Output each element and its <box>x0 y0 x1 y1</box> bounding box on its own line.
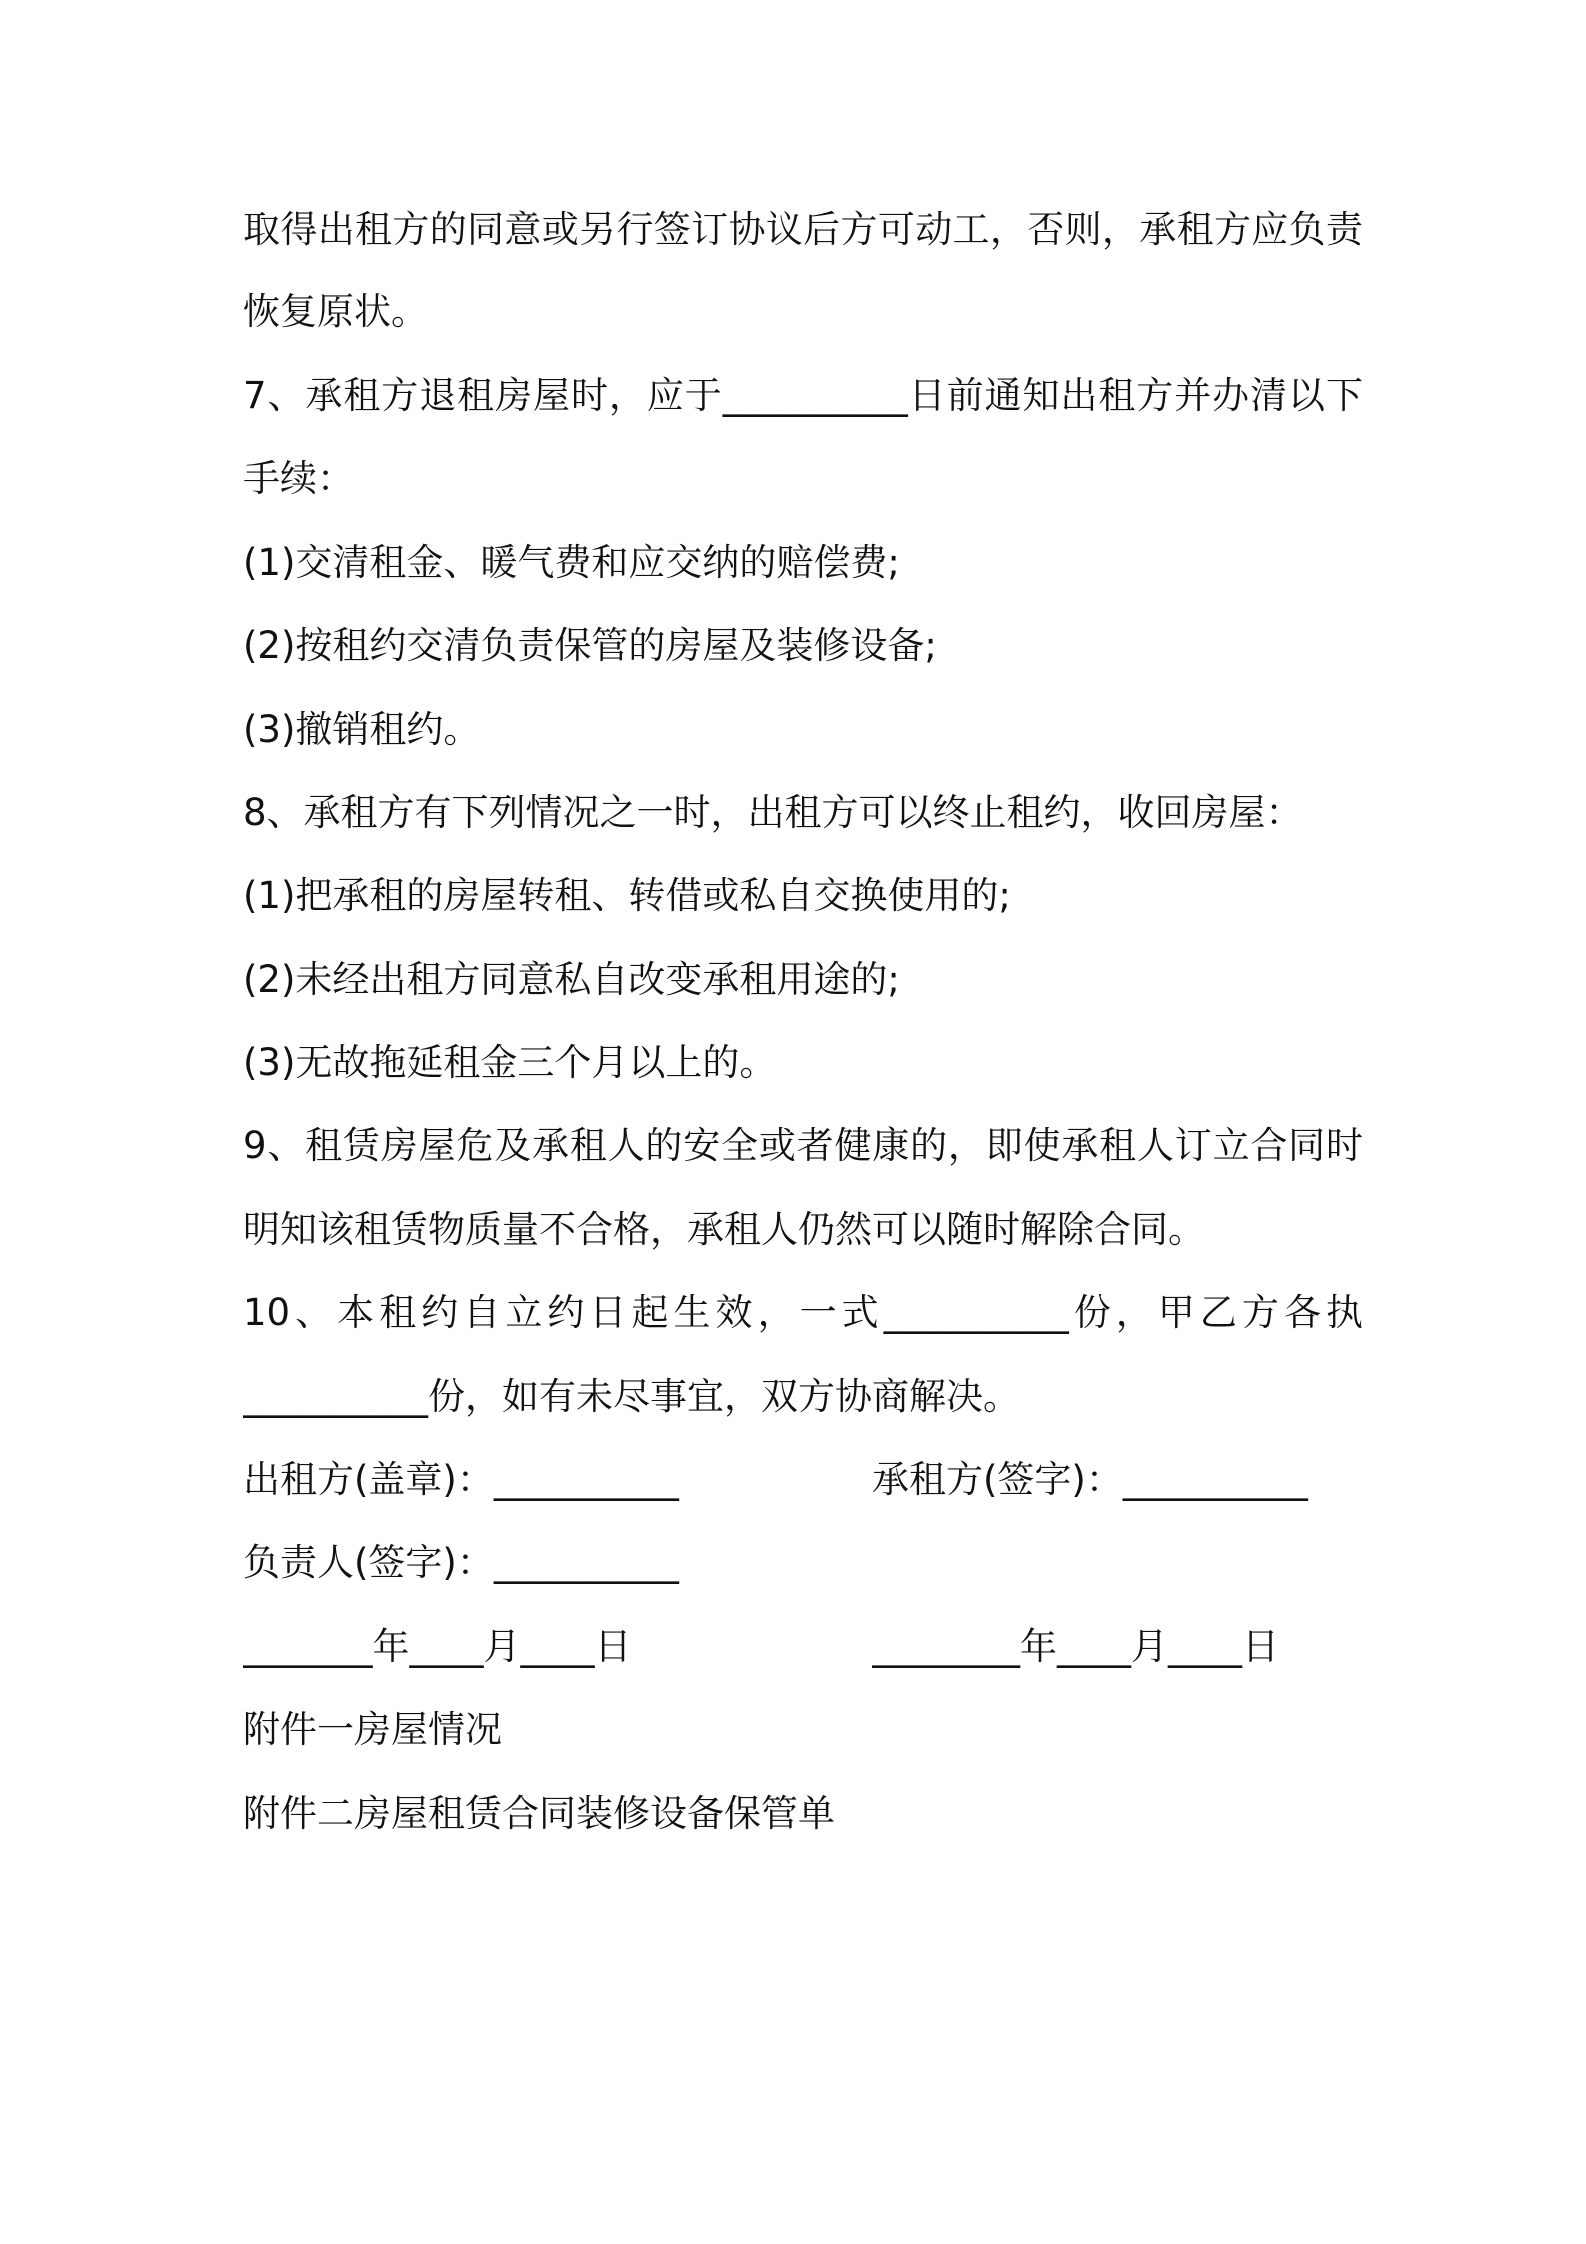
date-left: _______年____月____日 <box>243 1625 632 1668</box>
attachment-2: 附件二房屋租赁合同装修设备保管单 <box>243 1792 835 1835</box>
lessee-signature: 承租方(签字)：__________ <box>872 1458 1308 1501</box>
clause-9-line: 9、租赁房屋危及承租人的安全或者健康的，即使承租人订立合同时 <box>243 1124 1363 1167</box>
attachment-1: 附件一房屋情况 <box>243 1708 502 1751</box>
clause-7-line: 手续： <box>243 457 354 500</box>
clause-10-line: __________份，如有未尽事宜，双方协商解决。 <box>243 1375 1020 1418</box>
list-item: (2)未经出租方同意私自改变承租用途的; <box>243 958 900 1001</box>
clause-9-line: 明知该租赁物质量不合格，承租人仍然可以随时解除合同。 <box>243 1208 1205 1251</box>
lessor-signature: 出租方(盖章)：__________ <box>243 1458 679 1501</box>
list-item: (1)把承租的房屋转租、转借或私自交换使用的; <box>243 874 1011 917</box>
date-right: ________年____月____日 <box>872 1625 1279 1668</box>
responsible-signature: 负责人(签字)：__________ <box>243 1541 679 1584</box>
clause-7-line: 7、承租方退租房屋时，应于__________日前通知出租方并办清以下 <box>243 374 1363 417</box>
list-item: (3)无故拖延租金三个月以上的。 <box>243 1041 777 1084</box>
clause-10-line: 10、本租约自立约日起生效，一式__________份，甲乙方各执 <box>243 1291 1363 1334</box>
paragraph-line: 取得出租方的同意或另行签订协议后方可动工，否则，承租方应负责 <box>243 208 1363 251</box>
clause-8-line: 8、承租方有下列情况之一时，出租方可以终止租约，收回房屋： <box>243 791 1303 834</box>
list-item: (3)撤销租约。 <box>243 708 481 751</box>
list-item: (1)交清租金、暖气费和应交纳的赔偿费; <box>243 541 900 584</box>
paragraph-line: 恢复原状。 <box>243 290 428 333</box>
list-item: (2)按租约交清负责保管的房屋及装修设备; <box>243 624 937 667</box>
